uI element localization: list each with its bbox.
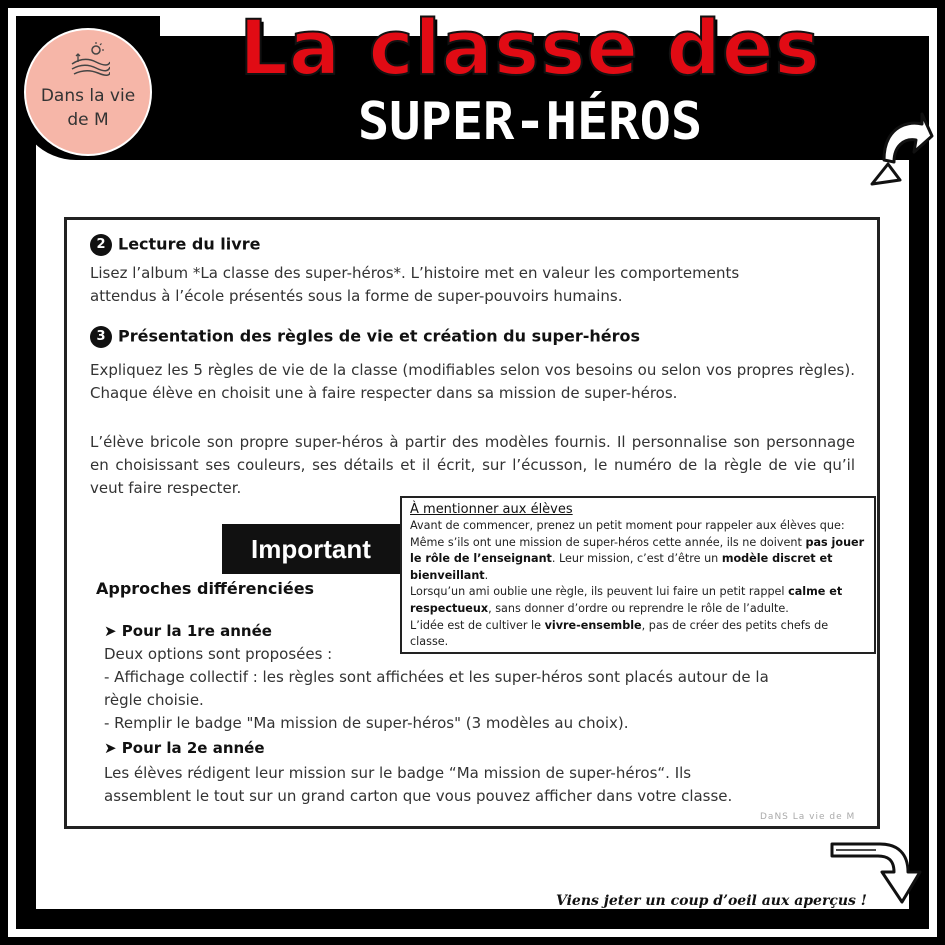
logo-text-line1: Dans la vie [40, 86, 136, 106]
note-bold: vivre-ensemble [544, 618, 642, 632]
level-2-text [104, 762, 854, 808]
logo-text-line2: de M [67, 110, 109, 130]
level-1-line-3: règle choisie. [104, 691, 204, 709]
note-text: Avant de commencer, prenez un petit moment pour rappeler aux élèves que: Même s’ils ont une mission de super-héros cette année, ils ne doivent [410, 519, 845, 549]
note-text: L’idée est de cultiver le [410, 618, 545, 632]
number-badge: 3 [90, 326, 112, 348]
section-2-line-2: attendus à l’école présentés sous la forme de super-pouvoirs humains. [90, 287, 623, 305]
section-3-paragraph-2: L’élève bricole son propre super-héros à partir des modèles fournis. Il personnalise son personnage en choisissant ses couleurs, ses détails et il écrit, sur l’écusson, le numéro de la règle de vie qu’il veut faire respecter. [90, 433, 855, 497]
section-2-title: Lecture du livre [118, 234, 261, 254]
section-2-line-1: Lisez l’album *La classe des super-héros*. L’histoire met en valeur les comportements [90, 264, 740, 282]
approaches-title: Approches différenciées [96, 579, 315, 598]
note-text: , pas de créer des petits chefs de classe. [410, 618, 829, 649]
footer-invite-text: Viens jeter un coup d’oeil aux aperçus ! [556, 893, 867, 909]
note-box [400, 496, 876, 654]
section-3-title: Présentation des règles de vie et création du super-héros [118, 326, 640, 346]
level-1-line-4: - Remplir le badge "Ma mission de super-héros" (3 modèles au choix). [104, 714, 629, 732]
note-paragraph-2 [410, 584, 866, 617]
title-line-2: SUPER-HÉROS [357, 92, 703, 152]
note-text: . Leur mission, c’est d’être un [551, 552, 722, 566]
level-2-title: ➤ Pour la 2e année [104, 739, 265, 757]
title-line-1: La classe des [239, 3, 821, 92]
level-2-line-2: assemblent le tout sur un grand carton que vous pouvez afficher dans votre classe. [104, 787, 733, 805]
level-1-line-1: Deux options sont proposées : [104, 645, 333, 663]
level-1-text [104, 643, 854, 735]
logo [24, 28, 152, 156]
note-bold: pas jouer le rôle de l’enseignant [410, 535, 865, 566]
note-paragraph-1 [410, 518, 866, 584]
watermark: DaNS La vie de M [760, 812, 856, 822]
number-badge: 2 [90, 234, 112, 256]
curved-arrow-icon [828, 838, 928, 928]
level-1-line-2: - Affichage collectif : les règles sont affichées et les super-héros sont placés autour de la [104, 668, 769, 686]
section-2-heading [90, 234, 260, 256]
level-1-title: ➤ Pour la 1re année [104, 622, 272, 640]
section-2-text [90, 262, 870, 308]
note-text: Lorsqu’un ami oublie une règle, ils peuvent lui faire un petit rappel [410, 585, 789, 599]
section-3-paragraph-1: Expliquez les 5 règles de vie de la classe (modifiables selon vos besoins ou selon vos propres règles). Chaque élève en choisit une à faire respecter dans sa mission de super-héros. [90, 361, 855, 402]
note-text: . [484, 568, 489, 582]
curved-arrow-icon [864, 100, 934, 190]
important-label: Important [222, 524, 400, 574]
level-2-line-1: Les élèves rédigent leur mission sur le badge “Ma mission de super-héros“. Ils [104, 764, 692, 782]
note-bold: calme et respectueux [410, 585, 843, 615]
section-3-heading [90, 326, 640, 348]
note-bold: modèle discret et bienveillant [410, 552, 833, 582]
note-title: À mentionner aux élèves [410, 502, 573, 517]
farm-landscape-icon [70, 42, 110, 82]
note-text: , sans donner d’ordre ou reprendre le rôle de l’adulte. [488, 601, 789, 615]
